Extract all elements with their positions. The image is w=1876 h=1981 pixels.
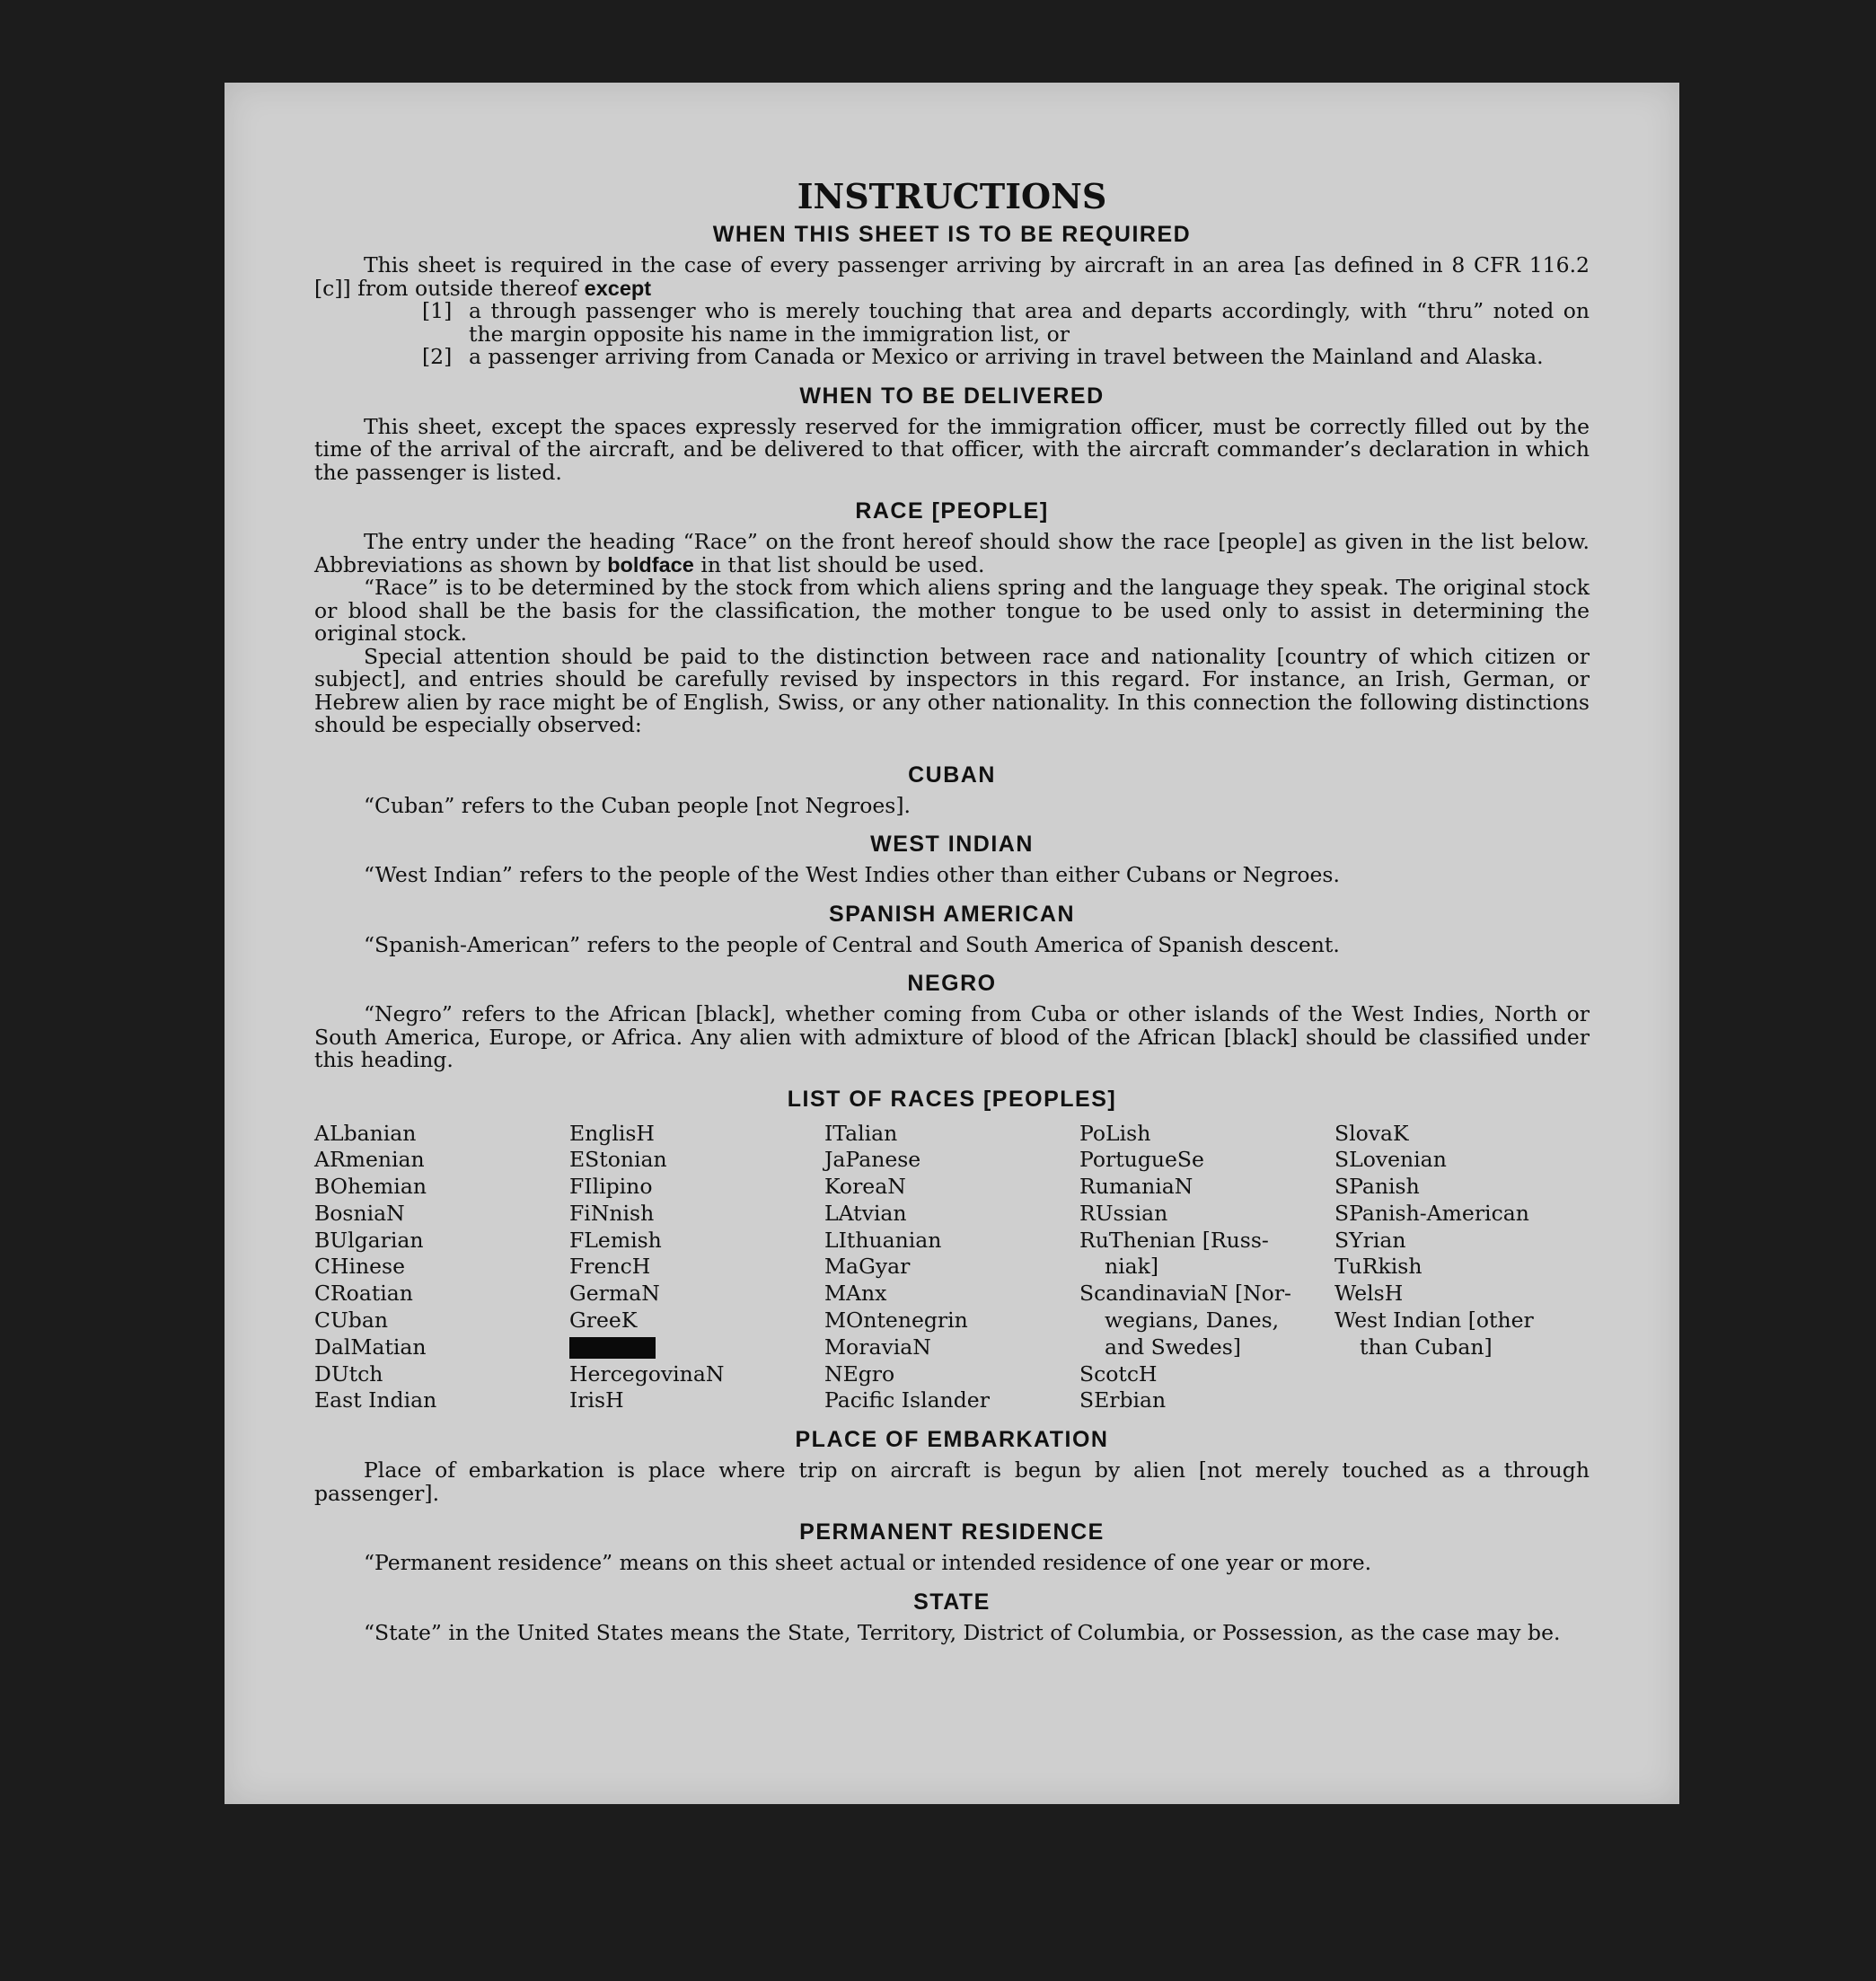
list-item: NEgro bbox=[824, 1360, 895, 1387]
spanish-american-text: “Spanish-American” refers to the people of Central and South America of Spanish descent. bbox=[364, 931, 1340, 957]
heading-list-of-races: LIST OF RACES [PEOPLES] bbox=[787, 1086, 1117, 1112]
heading-when-required: WHEN THIS SHEET IS TO BE REQUIRED bbox=[712, 222, 1192, 247]
list-item: FLemish bbox=[569, 1227, 662, 1253]
list-item: FiNnish bbox=[569, 1200, 655, 1226]
list-item: LAtvian bbox=[824, 1200, 907, 1226]
heading-race: RACE [PEOPLE] bbox=[855, 498, 1049, 524]
page-title: INSTRUCTIONS bbox=[797, 176, 1107, 216]
list-item: FIlipino bbox=[569, 1174, 653, 1200]
list-item: SYrian bbox=[1334, 1227, 1406, 1253]
when-required-intro: This sheet is required in the case of every passenger arriving by aircraft in an area [as defined in 8 CFR 116.2 [c]] from outside thereof except bbox=[314, 252, 1590, 301]
list-item: CRoatian bbox=[314, 1281, 413, 1307]
except-word: except bbox=[584, 276, 652, 300]
race-column-3 bbox=[824, 1121, 1079, 1415]
list-item: MOntenegrin bbox=[824, 1307, 968, 1334]
list-item: HercegovinaN bbox=[569, 1360, 725, 1387]
list-item: ALbanian bbox=[314, 1120, 417, 1146]
list-item: DUtch bbox=[314, 1360, 383, 1387]
heading-spanish-american: SPANISH AMERICAN bbox=[828, 901, 1075, 927]
list-item-west-indian: West Indian [other than Cuban] bbox=[1334, 1307, 1534, 1360]
west-indian-text: “West Indian” refers to the people of the West Indies other than either Cubans or Negroes. bbox=[364, 862, 1340, 887]
list-item-ruthenian: RuThenian [Russ- niak] bbox=[1079, 1227, 1269, 1280]
when-delivered-text: This sheet, except the spaces expressly reserved for the immigration officer, must be correctly filled out by the time of the arrival of the aircraft, and be delivered to that officer, with the aircraft commander’s declaration in which the passenger is listed. bbox=[314, 413, 1590, 485]
list-item: JaPanese bbox=[824, 1147, 921, 1173]
heading-cuban: CUBAN bbox=[908, 762, 996, 788]
list-item: BOhemian bbox=[314, 1174, 427, 1200]
race-column-1 bbox=[314, 1121, 569, 1415]
list-of-races bbox=[314, 1121, 1590, 1415]
exception-item-1: [1] a through passenger who is merely touching that area and departs accordingly, with “thru” noted on the margin opposite his name in the immigration list, or bbox=[422, 298, 1590, 347]
cuban-text: “Cuban” refers to the Cuban people [not Negroes]. bbox=[364, 792, 912, 818]
list-item: IrisH bbox=[569, 1387, 624, 1413]
list-item: MoraviaN bbox=[824, 1334, 931, 1360]
list-item: GreeK bbox=[569, 1307, 638, 1334]
list-item: GermaN bbox=[569, 1281, 660, 1307]
race-column-5 bbox=[1334, 1121, 1590, 1415]
list-item: LIthuanian bbox=[824, 1227, 942, 1253]
heading-permanent-residence: PERMANENT RESIDENCE bbox=[799, 1519, 1105, 1545]
list-item: DalMatian bbox=[314, 1334, 427, 1360]
list-item-scandinavian: ScandinaviaN [Nor- wegians, Danes, and Swedes] bbox=[1079, 1281, 1291, 1360]
list-item: PortugueSe bbox=[1079, 1147, 1204, 1173]
list-item: SPanish bbox=[1334, 1174, 1420, 1200]
list-item: SlovaK bbox=[1334, 1120, 1409, 1146]
document-sheet bbox=[225, 83, 1679, 1804]
list-item: SErbian bbox=[1079, 1387, 1167, 1413]
race-paragraph-3: Special attention should be paid to the distinction between race and nationality [country of which citizen or subject], and entries should be carefully revised by inspectors in this regard. For instance, an Irish, German, or Hebrew alien by race might be of English, Swiss, or any other nationality. In this connection the following distinctions should be especially observed: bbox=[314, 643, 1590, 737]
list-item: EStonian bbox=[569, 1147, 667, 1173]
redacted-entry bbox=[569, 1334, 824, 1361]
list-item: ARmenian bbox=[314, 1147, 425, 1173]
list-item: CUban bbox=[314, 1307, 388, 1334]
list-item: PoLish bbox=[1079, 1120, 1151, 1146]
list-item: SLovenian bbox=[1334, 1147, 1447, 1173]
list-item: MaGyar bbox=[824, 1254, 911, 1280]
list-item: MAnx bbox=[824, 1281, 887, 1307]
list-item: CHinese bbox=[314, 1254, 405, 1280]
negro-text: “Negro” refers to the African [black], whether coming from Cuba or other islands of the West Indies, North or South America, Europe, or Africa. Any alien with admixture of blood of the African [black] should be classified under this heading. bbox=[314, 1001, 1590, 1072]
heading-when-delivered: WHEN TO BE DELIVERED bbox=[799, 383, 1105, 409]
list-item: BUlgarian bbox=[314, 1227, 424, 1253]
heading-embarkation: PLACE OF EMBARKATION bbox=[795, 1427, 1109, 1453]
list-item: WelsH bbox=[1334, 1281, 1404, 1307]
list-item: RUssian bbox=[1079, 1200, 1168, 1226]
list-item: BosniaN bbox=[314, 1200, 405, 1226]
list-item: EnglisH bbox=[569, 1120, 655, 1146]
race-paragraph-1: The entry under the heading “Race” on the front hereof should show the race [people] as given in the list below. Abbreviations as shown by boldface in that list should be used. bbox=[314, 529, 1590, 577]
list-item: FrencH bbox=[569, 1254, 651, 1280]
list-item: TuRkish bbox=[1334, 1254, 1422, 1280]
state-text: “State” in the United States means the State, Territory, District of Columbia, or Possession, as the case may be. bbox=[364, 1619, 1561, 1645]
race-column-2 bbox=[569, 1121, 824, 1415]
list-item: Pacific Islander bbox=[824, 1387, 990, 1413]
exception-item-2: [2] a passenger arriving from Canada or Mexico or arriving in travel between the Mainland and Alaska. bbox=[422, 344, 1544, 369]
residence-text: “Permanent residence” means on this sheet actual or intended residence of one year or more. bbox=[364, 1550, 1372, 1576]
race-column-4 bbox=[1079, 1121, 1334, 1415]
list-item: KoreaN bbox=[824, 1174, 906, 1200]
race-paragraph-2: “Race” is to be determined by the stock from which aliens spring and the language they speak. The original stock or blood shall be the basis for the classification, the mother tongue to be used only to assist in determining the original stock. bbox=[314, 575, 1590, 646]
heading-negro: NEGRO bbox=[907, 971, 997, 996]
heading-west-indian: WEST INDIAN bbox=[870, 832, 1034, 857]
instructions-content bbox=[314, 177, 1590, 1644]
list-item: ScotcH bbox=[1079, 1360, 1158, 1387]
heading-state: STATE bbox=[913, 1589, 991, 1615]
list-item: RumaniaN bbox=[1079, 1174, 1193, 1200]
list-item: East Indian bbox=[314, 1387, 437, 1413]
list-item: ITalian bbox=[824, 1120, 898, 1146]
list-item: SPanish-American bbox=[1334, 1200, 1529, 1226]
embarkation-text: Place of embarkation is place where trip on aircraft is begun by alien [not merely touched as a through passenger]. bbox=[314, 1457, 1590, 1506]
